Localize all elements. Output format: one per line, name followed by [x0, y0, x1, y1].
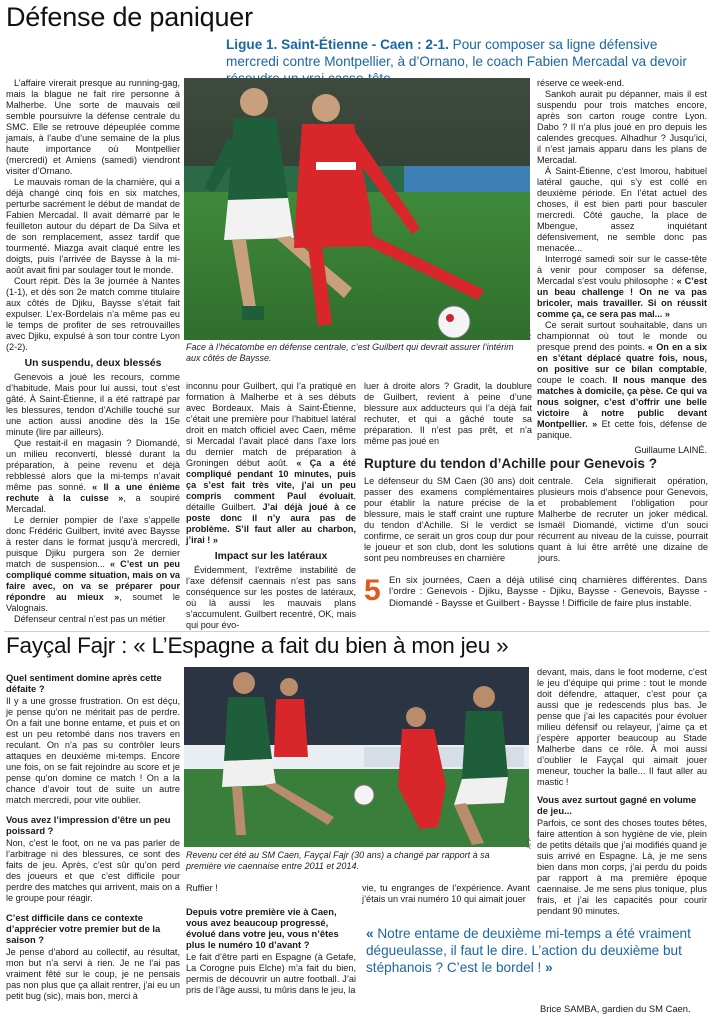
- paragraph: Sankoh aurait pu dépanner, mais il est suspendu pour trois matches encore, après son carton rouge contre Lyon. Dabo ? Il n’a plus joué en pro depuis les calendes grecques. Alhadhur ? Jusqu’ici, il n’est jamais apparu dans les plans de Mercadal.: [537, 89, 707, 165]
- pull-quote: [366, 925, 707, 976]
- question: Vous avez surtout gagné en volume de jeu...: [537, 794, 697, 816]
- rupture-right: [538, 476, 708, 564]
- divider: [4, 631, 710, 632]
- quote: « Ça a été compliqué pendant 10 minutes, puis ça s’est fait très vite, j’ai un peu compris comment Paul évoluait: [186, 458, 356, 501]
- photo-fajr: [184, 667, 529, 847]
- article1-column-1: [6, 78, 180, 625]
- quote: J’ai déjà joué à ce poste donc il n’y aura pas de problème. S’il faut aller au charbon, j’irai ! »: [186, 502, 356, 545]
- answer: Non, c’est le foot, on ne va pas parler de l’arbitrage ni des blessures, ce sont des faits de jeu. Après, c’est sûr qu’on perd des joueurs et que c’est difficile pour perdre des matches qui arrivent, mais on a le groupe pour réagir.: [6, 838, 180, 903]
- lede-text: Pour composer sa ligne défensive mercredi contre Montpellier, à d’Ornano, le coach Fabien Mercadal va devoir: [226, 37, 687, 69]
- answer: Le fait d’être parti en Espagne (à Getafe, La Corogne puis Elche) m’a fait du bien, permis de découvrir un autre football. J’ai pris de l’âge aussi, tu mûris dans le jeu, la: [186, 952, 356, 995]
- paragraph: Genevois a joué les recours, comme d’habitude. Mais pour lui aussi, tout s’est gâté. À Saint-Étienne, il a été rattrapé par les blessures, tendon d’Achille touché sur une action aussi anodine dès la 15e minute (lire par ailleurs).: [6, 372, 180, 437]
- paragraph: L’affaire virerait presque au running-gag, mais la blague ne fait rire personne à Malherbe. Une sorte de mauvais œil semble poursuivre la défense centrale du SMC. Elle se retrouve dépeuplée comme jamais, à l’aube d’une semaine de la plus haute importance où Montpellier (mercredi) et Amiens (samedi) viendront visiter d’Ornano.: [6, 78, 180, 176]
- paragraph: Court répit. Dès la 3e journée à Nantes (1-1), et dès son 2e match comme titulaire aux côtés de Djiku, Baysse s’était fait expulser. L’ex-Bordelais n’a même pas eu le temps de profiter de ses retrouvailles avec Djiku, expulsé à son tour contre Lyon (2-2).: [6, 276, 180, 352]
- rupture-title: Rupture du tendon d’Achille pour Genevois ?: [364, 456, 658, 471]
- article2-column-4: [537, 667, 707, 917]
- paragraph: À Saint-Étienne, c’est Imorou, habituel latéral gauche, qui s’y est collé en deuxième période. En l’état actuel des choses, il est bien parti pour basculer mercredi. Côté gauche, la place de Mbengue, assez inquiétant défensivement, ne semble donc pas menacée...: [537, 166, 707, 253]
- quote: « On en a six en s’étant déplacé quatre fois, nous, on positive sur ce bilan comptable: [537, 342, 707, 374]
- quote: « C’est un beau challenge ! On ne va pas bricoler, mais travailler. Si on réussit comme ça, ce sera pas mal... »: [537, 276, 707, 319]
- article2-column-1: [6, 667, 180, 1002]
- article1-column-4: [537, 78, 707, 456]
- author: Guillaume LAINÉ.: [634, 445, 707, 455]
- paragraph: Le défenseur du SM Caen (30 ans) doit passer des examens complémentaires pour établir la nature précise de la blessure, mais le staff craint une rupture du tendon d’Achille. Si le verdict se confirme, ce serait un gros coup dur pour le joueur et son club, dont les solutions sont peu nombreuses en charnière: [364, 476, 534, 563]
- article2-column-2: [186, 883, 356, 996]
- big-number: 5: [364, 574, 381, 607]
- photo1-caption: Face à l’hécatombe en défense centrale, c’est Guilbert qui devrait assurer l’intérim aux côtés de Baysse.: [186, 342, 514, 363]
- lede-kicker: Ligue 1.: [226, 37, 278, 52]
- paragraph: inconnu pour Guilbert, qui l’a pratiqué en formation à Malherbe et à ses débuts avec Bordeaux. Mais à Saint-Étienne, c’était une première pour l’habituel latéral droit en match officiel avec Caen, même si Mercadal l’avait placé dans l’axe lors du dernier match de préparation à Groningen début août. « Ça a été compliqué pendant 10 minutes, puis ça s’est fait très vite, j’ai un peu compris comment Paul évoluait, détaille Guilbert. J’ai déjà joué à ce poste donc il n’y aura pas de problème. S’il faut aller au charbon, j’irai ! »: [186, 381, 356, 545]
- article2-column-3: [362, 883, 530, 905]
- quote: Il nous manque des matches à domicile, ça pèse. Ce qui va nous soigner, c’est d’offrir une belle victoire à notre public devant Montpellier. »: [537, 375, 707, 429]
- article-title: Défense de paniquer: [6, 2, 253, 32]
- question: Quel sentiment domine après cette défaite ?: [6, 672, 162, 694]
- subheading: Un suspendu, deux blessés: [24, 358, 162, 369]
- interview-title: Fayçal Fajr : « L’Espagne a fait du bien à mon jeu »: [6, 633, 509, 658]
- paragraph: Le mauvais roman de la charnière, qui a déjà changé cinq fois en six matches, perturbe sacrément le début de mandat de Fabien Mercadal. Il avait démarré par le feuilleton autour du départ de Da Silva et de son remplacement, assez tardif que tourmenté. Miazga avait claqué entre les doigts, puis l’arrivée de Baysse à la mi-août avait fini par soulager tout le monde.: [6, 177, 180, 275]
- photo2-caption: Revenu cet été au SM Caen, Fayçal Fajr (30 ans) a changé par rapport à sa première vie caennaise entre 2011 et 2014.: [186, 850, 490, 871]
- paragraph: Défenseur central n’est pas un métier: [14, 614, 166, 624]
- lede-match: Saint-Étienne - Caen : 2-1.: [281, 37, 449, 52]
- answer: vie, tu engranges de l’expérience. Avant j’étais un vrai numéro 10 qui aimait jouer: [362, 883, 530, 904]
- photo-credit: AFP: [526, 327, 533, 339]
- subheading: Impact sur les latéraux: [214, 551, 328, 562]
- question: Depuis votre première vie à Caen, vous avez beaucoup progressé, évolué dans votre jeu, vous n’êtes plus le numéro 10 d’avant ?: [186, 906, 339, 950]
- answer: devant, mais, dans le foot moderne, c’est le jeu d’équipe qui prime : tout le monde doit défendre, attaquer, c’est pour ça aussi que je redescends plus bas. Je pense que j’ai les capacités pour évoluer milieu défensif ou relayeur, j’aime ça et j’espère apporter beaucoup au Stade Malherbe dans ce rôle. À moi aussi d’oublier le Fayçal qui aimait jouer meneur, toucher la balle... Il faut aller au mastic !: [537, 667, 707, 787]
- article1-column-2: [186, 381, 356, 631]
- rupture-left: [364, 476, 534, 564]
- paragraph: Ce serait surtout souhaitable, dans un championnat où tout le monde ou presque prend des points. « On en a six en s’étant déplacé quatre fois, nous, on positive sur ce bilan comptable, coupe le coach. Il nous manque des matches à domicile, ça pèse. Ce qui va nous soigner, c’est d’offrir une belle victoire à notre public devant Montpellier. » Et cette fois, défense de panique.: [537, 320, 707, 440]
- close-quote-icon: »: [545, 960, 553, 975]
- paragraph: centrale. Cela signifierait opération, plusieurs mois d’absence pour Genevois, et probablement l’obligation pour Malherbe de recruter un joker médical. Ismaël Diomandé, victime d’un souci récurrent au niveau de la cuisse, pourrait quant à lui être arrêté une dizaine de jours.: [538, 476, 708, 563]
- paragraph: luer à droite alors ? Gradit, la doublure de Guilbert, revient à peine d’une blessure aux adducteurs qui l’a déjà fait rechuter, et qui a gâché toute sa préparation. Il n’est pas prêt, et n’a même pas joué en: [364, 381, 532, 446]
- question: C’est difficile dans ce contexte d’apprécier votre premier but de la saison ?: [6, 912, 161, 945]
- pull-quote-text: Notre entame de deuxième mi-temps a été vraiment dégueulasse, il faut le dire. L’action du deuxième but stéphanois ? C’est le bordel !: [366, 926, 691, 975]
- article1-column-3: [364, 381, 532, 447]
- photo-guilbert: [184, 78, 530, 340]
- quote: « Il a une énième rechute à la cuisse »: [6, 482, 180, 503]
- paragraph: Évidemment, l’extrême instabilité de l’axe défensif caennais n’est pas sans conséquence sur les postes de latéraux, où là aussi les mauvais plans s’accumulent. Guilbert recentré, OK, mais qui pour évo-: [186, 565, 356, 630]
- photo1-icon: [184, 78, 530, 340]
- answer: Ruffier !: [186, 883, 218, 893]
- photo2-icon: [184, 667, 529, 847]
- quote: « C’est un peu compliqué comme situation, mais on va faire avec, on va se préparer pour répondre au mieux »: [6, 559, 180, 602]
- paragraph: Interrogé samedi soir sur le casse-tête à venir pour composer sa défense, Mercadal s’est voulu philosophe : « C’est un beau challenge ! On ne va pas bricoler, mais travailler. Si on réussit comme ça, ce sera pas mal... »: [537, 254, 707, 319]
- answer: Je pense d’abord au collectif, au résultat, mon but n’a servi à rien. Je ne l’ai pas vraiment fêté sur le coup, je ne pensais pas non plus que ça allait rentrer, j’ai eu un petit bug (sic), mais bon, merci à: [6, 947, 180, 1001]
- pull-quote-author: Brice SAMBA, gardien du SM Caen.: [540, 1003, 691, 1014]
- open-quote-icon: «: [366, 926, 374, 941]
- answer: Il y a une grosse frustration. On est déçu, je pense qu’on ne méritait pas de perdre. On a fait une bonne entame, et puis et on est un peu retombé dans nos travers en reculant. On n’a pas su contrôler leurs attaques en deuxième mi-temps. Encore une fois, on se fait rejoindre au score et je pense qu’on domine ce match ! On a la chance d’avoir tout de suite un autre match mercredi, pour vite oublier.: [6, 696, 180, 805]
- paragraph: Le dernier pompier de l’axe s’appelle donc Frédéric Guilbert, invité avec Baysse à rester dans le format jusqu’à mercredi, puisque Djiku purgera son 2e dernier match de suspension... « C’est un peu compliqué comme situation, mais on va faire avec, on va se préparer pour répondre au mieux », soumet le Valognais.: [6, 515, 181, 613]
- number-text: En six journées, Caen a déjà utilisé cinq charnières différentes. Dans l’ordre : Genevois - Djiku, Baysse - Djiku, Baysse - Genevois, Baysse - Diomandé - Baysse et Guilbert - Baysse ! Difficile de faire plus instable.: [389, 575, 707, 609]
- answer: Parfois, ce sont des choses toutes bêtes, faire attention à son hygiène de vie, plein de petits détails que j’ai modifiés quand je suis arrivé en Espagne. Là, je me sens bien dans mon corps, j’ai perdu du poids par rapport à ma première époque caennaise. Je me sens plus tonique, plus frais, et j’ai les capacités pour courir pendant 90 minutes.: [537, 818, 707, 916]
- question: Vous avez l’impression d’être un peu poissard ?: [6, 814, 171, 836]
- photo-credit: AFP: [526, 837, 533, 849]
- paragraph: réserve ce week-end.: [537, 78, 625, 88]
- paragraph: Que restait-il en magasin ? Diomandé, un milieu reconverti, blessé durant la préparation, à peine revenu et déjà rebblessé alors que la mi-temps n’avait même pas sonné. « Il a une énième rechute à la cuisse », a soupiré Mercadal.: [6, 438, 181, 514]
